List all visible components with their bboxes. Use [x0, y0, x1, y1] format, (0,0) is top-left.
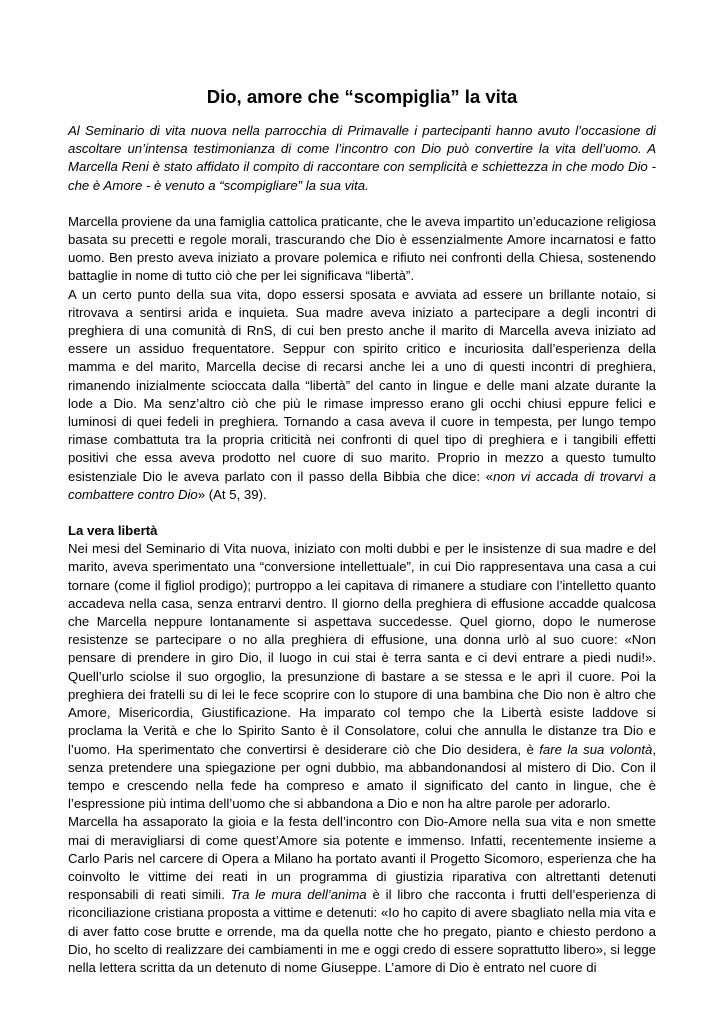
paragraph-spacer — [68, 504, 656, 522]
paragraph-text: è il libro che racconta i frutti dell’esperienza di riconciliazione cristiana proposta a vittime e detenuti: «Io ho capito di avere sbagliato nella mia vita e di aver fatto cose brutte e orrende, ma da quella notte che ho pregato, pianto e chiesto perdono a Dio, ho scelto di realizzare dei cambiamenti in me e oggi credo di essere soprattutto libero», si legge nella lettera scritta da un detenuto di nome Giuseppe. L’amore di Dio è entrato nel cuore di — [68, 887, 656, 975]
paragraph-text: A un certo punto della sua vita, dopo essersi sposata e avviata ad essere un brillante notaio, si ritrovava a sentirsi arida e inquieta. Sua madre aveva iniziato a partecipare a degli incontri di preghiera di una comunità di RnS, di cui ben presto anche il marito di Marcella aveva iniziato ad essere un assiduo frequentatore. Seppur con spirito critico e incuriosita dall’esperienza della mamma e del marito, Marcella decise di recarsi anche lei a uno di questi incontri di preghiera, rimanendo inizialmente scioccata dalla “libertà” del canto in lingue e delle mani alzate durante la lode a Dio. Ma senz’altro ciò che più le rimase impresso erano gli occhi chiusi eppure felici e luminosi di quei fedeli in preghiera. Tornando a casa aveva il cuore in tempesta, per lungo tempo rimase combattuta tra la propria criticità nei confronti di quel tipo di preghiera e i tangibili effetti positivi che essa aveva prodotto nel cuore di suo marito. Proprio in mezzo a questo tumulto esistenziale Dio le aveva parlato con il passo della Bibbia che dice: « — [68, 286, 656, 484]
bible-quote: non vi accada di trovarvi a combattere contro Dio — [68, 468, 656, 502]
paragraph-sicomoro — [68, 813, 656, 977]
paragraph-text: , senza pretendere una spiegazione per ogni dubbio, ma abbandonandosi al mistero di Dio. Con il tempo e crescendo nella fede ha compreso e amato il significato del canto in lingue, che è l’espressione più intima dell’uomo che si abbandona a Dio e non ha altre parole per adorarlo. — [68, 741, 656, 812]
book-title: Tra le mura dell’anima — [230, 887, 367, 903]
paragraph-seminar — [68, 540, 656, 813]
bible-reference: » (At 5, 39). — [197, 486, 267, 502]
emphasis-text: fare la sua volontà — [539, 741, 653, 757]
paragraph-text: Marcella ha assaporato la gioia e la festa dell’incontro con Dio-Amore nella sua vita e non smette mai di meravigliarsi di come quest’Amore sia potente e immenso. Infatti, recentemente insieme a Carlo Paris nel carcere di Opera a Milano ha portato avanti il Progetto Sicomoro, esperienza che ha coinvolto le vittime dei reati in un programma di giustizia riparativa con altrettanti detenuti responsabili di reati simili. — [68, 814, 656, 903]
paragraph-family: Marcella proviene da una famiglia cattolica praticante, che le aveva impartito un’educazione religiosa basata su precetti e regole morali, trascurando che Dio è essenzialmente Amore incarnatosi e fatto uomo. Ben presto aveva iniziato a provare polemica e rifiuto nei confronti della Chiesa, sostenendo battaglie in nome di tutto ciò che per lei significava “libertà”. — [68, 213, 656, 284]
paragraph-spacer — [68, 195, 656, 213]
section-heading: La vera libertà — [68, 523, 158, 539]
paragraph-prayer-meetings — [68, 286, 656, 504]
paragraph-text: Nei mesi del Seminario di Vita nuova, iniziato con molti dubbi e per le insistenze di sua madre e del marito, aveva sperimentato una “conversione intellettuale”, in cui Dio rappresentava una casa a cui tornare (come il figliol prodigo); purtroppo a lei capitava di rimanere a studiare con l’intelletto quanto accadeva nella casa, senza entrarvi dentro. Il giorno della preghiera di effusione accadde qualcosa che Marcella neppure lontanamente si aspettava succedesse. Quel giorno, dopo le numerose resistenze se partecipare o no alla preghiera di effusione, una donna urlò al suo cuore: «Non pensare di prendere in giro Dio, il luogo in cui stai è terra santa e ci devi entrare a piedi nudi!». Quell’urlo sciolse il suo orgoglio, la presunzione di bastare a se stessa e le aprì il cuore. Poi la preghiera dei fratelli su di lei le fece scoprire con lo stupore di una bambina che Dio non è altro che Amore, Misericordia, Giustificazione. Ha imparato col tempo che la Libertà esiste laddove si proclama la Verità e che lo Spirito Santo è il Consolatore, colui che annulla le distanze tra Dio e l’uomo. Ha sperimentato che convertirsi è desiderare ciò che Dio desidera, è — [68, 541, 656, 757]
article-title: Dio, amore che “scompiglia” la vita — [206, 86, 518, 107]
intro-paragraph: Al Seminario di vita nuova nella parrocchia di Primavalle i partecipanti hanno avuto l’occasione di ascoltare un’intensa testimonianza di come l’incontro con Dio può convertire la vita dell’uomo. A Marcella Reni è stato affidato il compito di raccontare con semplicità e schiettezza in che modo Dio - che è Amore - è venuto a “scompigliare” la sua vita. — [68, 123, 656, 193]
